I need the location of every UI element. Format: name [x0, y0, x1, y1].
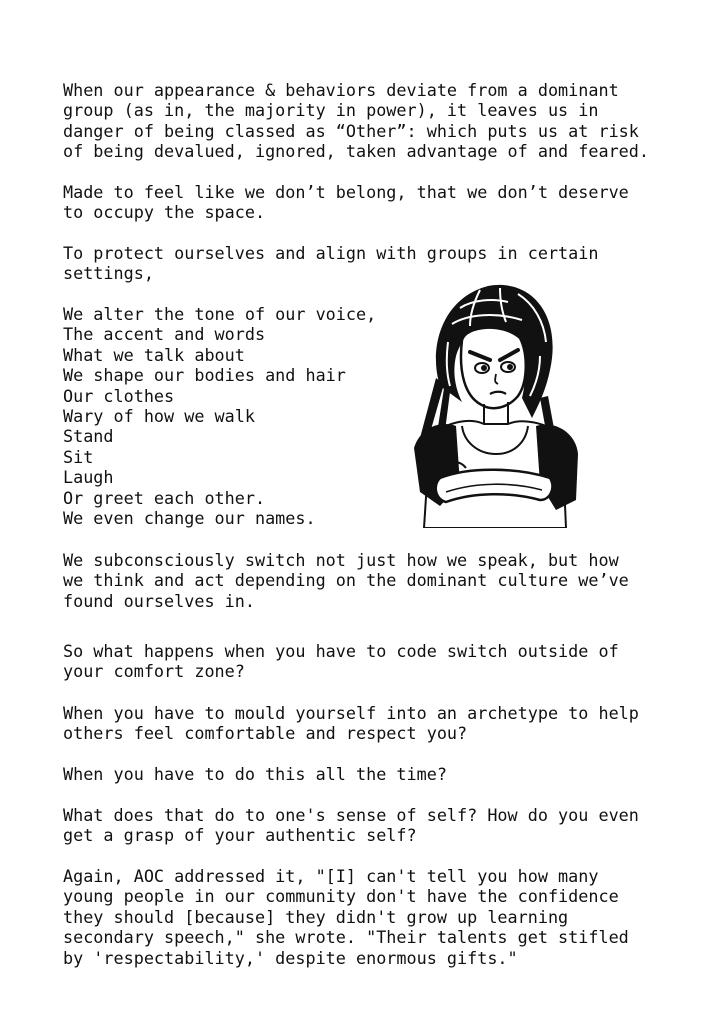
paragraph-archetype: When you have to mould yourself into an archetype to help others feel comfortable and respect you?	[63, 703, 639, 744]
paragraph-all-the-time: When you have to do this all the time?	[63, 764, 447, 784]
paragraph-sense-of-self: What does that do to one's sense of self? How do you even get a grasp of your authentic self?	[63, 805, 639, 846]
paragraph-belong: Made to feel like we don’t belong, that we don’t deserve to occupy the space.	[63, 182, 629, 223]
paragraph-protect: To protect ourselves and align with groups in certain settings,	[63, 243, 599, 284]
paragraph-subconscious: We subconsciously switch not just how we speak, but how we think and act depending on the dominant culture we’ve found ourselves in.	[63, 550, 629, 611]
paragraph-aoc-quote: Again, AOC addressed it, "[I] can't tell you how many young people in our community don't have the confidence they should [because] they didn't grow up learning secondary speech," she wrote. "Their talents get stifled by 'respectability,' despite enormous gifts."	[63, 866, 629, 968]
paragraph-other: When our appearance & behaviors deviate from a dominant group (as in, the majority in power), it leaves us in danger of being classed as “Other”: which puts us at risk of being devalued, ignored, taken advantage of and feared.	[63, 80, 649, 162]
paragraph-comfort-zone: So what happens when you have to code switch outside of your comfort zone?	[63, 641, 619, 682]
poem-code-switching: We alter the tone of our voice, The accent and words What we talk about We shape our bodies and hair Our clothes Wary of how we walk Stand Sit Laugh Or greet each other. We even change our names.	[63, 304, 377, 529]
illustration-frowning-girl-icon	[400, 278, 582, 528]
